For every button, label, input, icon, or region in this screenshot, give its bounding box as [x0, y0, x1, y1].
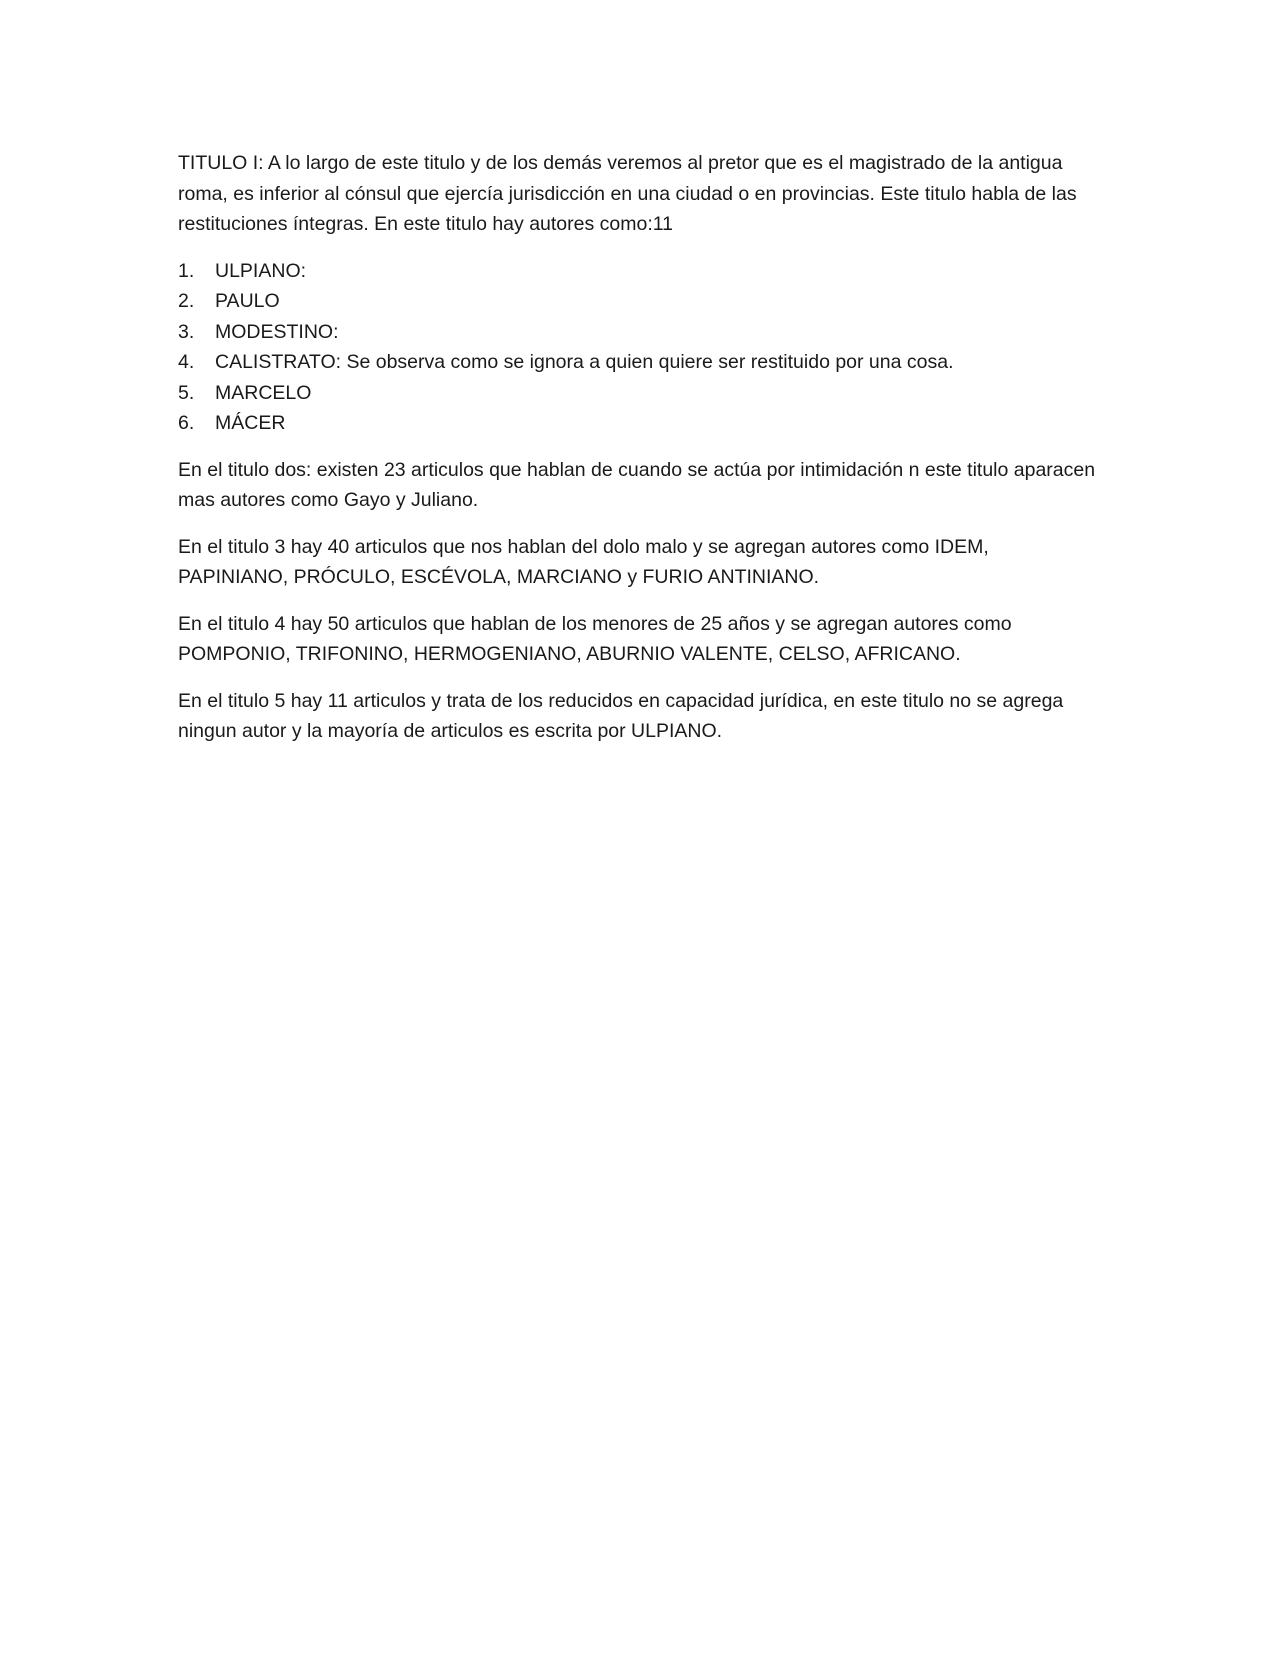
list-item-text: ULPIANO:: [215, 259, 307, 282]
list-item-text: PAULO: [215, 290, 280, 312]
paragraph-titulo-2: En el titulo dos: existen 23 articulos que hablan de cuando se actúa por intimidación n este titulo aparacen mas autores como Gayo y Juliano.: [178, 458, 1096, 511]
list-item: [178, 317, 1098, 348]
list-item: [178, 408, 1098, 439]
document-body: [178, 148, 1098, 763]
list-item: [178, 256, 1098, 287]
paragraph-titulo-4: En el titulo 4 hay 50 articulos que hablan de los menores de 25 años y se agregan autores como POMPONIO, TRIFONINO, HERMOGENIANO, ABURNIO VALENTE, CELSO, AFRICANO.: [178, 612, 1012, 665]
paragraph-titulo-3: En el titulo 3 hay 40 articulos que nos hablan del dolo malo y se agregan autores como IDEM, PAPINIANO, PRÓCULO, ESCÉVOLA, MARCIANO y FURIO ANTINIANO.: [178, 535, 989, 588]
authors-list: [178, 256, 1098, 439]
list-item-number: 1.: [178, 259, 195, 282]
list-item: [178, 347, 1098, 378]
list-item-text: CALISTRATO: Se observa como se ignora a quien quiere ser restituido por una cosa.: [215, 351, 954, 373]
list-item-number: 2.: [178, 290, 195, 312]
list-item-text: MÁCER: [215, 412, 286, 434]
paragraph-titulo-5: En el titulo 5 hay 11 articulos y trata de los reducidos en capacidad jurídica, en este titulo no se agrega ningun autor y la mayoría de articulos es escrita por ULPIANO.: [178, 689, 1064, 742]
list-item-number: 6.: [178, 412, 195, 434]
list-item-number: 5.: [178, 381, 195, 404]
list-item: [178, 378, 1098, 409]
list-item: [178, 286, 1098, 317]
list-item-number: 3.: [178, 320, 195, 343]
list-item-text: MODESTINO:: [215, 320, 339, 343]
list-item-text: MARCELO: [215, 381, 312, 404]
intro-paragraph: TITULO I: A lo largo de este titulo y de los demás veremos al pretor que es el magistrado de la antigua roma, es inferior al cónsul que ejercía jurisdicción en una ciudad o en provincias. Este titulo habla de las restituciones íntegras. En este titulo hay autores como:11: [178, 152, 1077, 235]
list-item-number: 4.: [178, 351, 195, 373]
